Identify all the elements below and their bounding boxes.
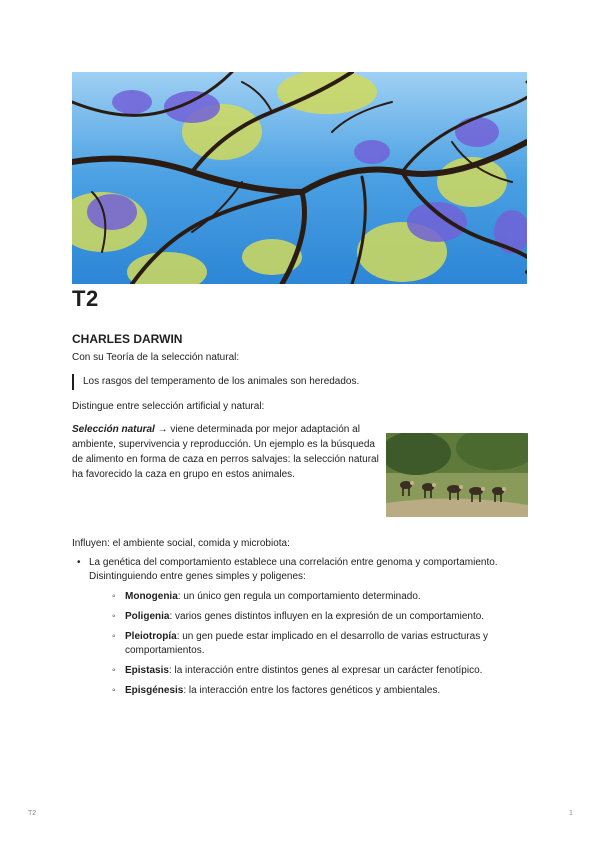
quote-block: Los rasgos del temperamento de los animales son heredados. xyxy=(72,374,359,390)
distinguish-text: Distingue entre selección artificial y natural: xyxy=(72,401,265,412)
footer-title: T2 xyxy=(28,810,37,817)
list-item xyxy=(89,664,528,678)
section-heading: CHARLES DARWIN xyxy=(72,332,183,346)
list-item xyxy=(89,590,528,604)
natural-selection-term: Selección natural xyxy=(72,424,155,435)
page-title: T2 xyxy=(72,286,99,311)
list-item xyxy=(89,684,528,698)
definition: : la interacción entre distintos genes al expresar un carácter fenotípico. xyxy=(168,665,483,676)
influence-text: Influyen: el ambiente social, comida y microbiota: xyxy=(72,538,290,549)
wild-dogs-image xyxy=(386,433,528,517)
jacaranda-tree-image xyxy=(72,72,527,284)
term-monogenia: Monogenia xyxy=(125,591,178,602)
definition: : un gen puede estar implicado en el desarrollo de varias estructuras y comportamientos. xyxy=(125,631,488,656)
natural-selection-paragraph xyxy=(72,422,388,482)
cover-image xyxy=(72,72,527,284)
intro-text: Con su Teoría de la selección natural: xyxy=(72,352,240,363)
list-item xyxy=(89,610,528,624)
definition: : varios genes distintos influyen en la expresión de un comportamiento. xyxy=(169,611,485,622)
definition: : un único gen regula un comportamiento determinado. xyxy=(177,591,421,602)
term-episgenesis: Episgénesis xyxy=(125,685,184,696)
definition: : la interacción entre los factores genéticos y ambientales. xyxy=(183,685,441,696)
list-item xyxy=(89,630,528,658)
term-pleiotropia: Pleiotropía xyxy=(125,631,177,642)
page-number: 1 xyxy=(569,810,573,817)
bullet-list xyxy=(72,556,528,704)
natural-selection-text: → viene determinada por mejor adaptación al ambiente, supervivencia y reproducción. Un ejemplo es la búsqueda de alimento en forma de caza en perros salvajes: la selección natural ha favorecido la caza en grupo en estos animales. xyxy=(72,424,379,480)
sub-list xyxy=(89,590,528,698)
term-epistasis: Epistasis xyxy=(125,665,169,676)
list-item xyxy=(72,556,528,698)
genetics-text: La genética del comportamiento establece una correlación entre genoma y comportamiento. Disintinguiendo entre genes simples y poligenes: xyxy=(89,557,498,582)
term-poligenia: Poligenia xyxy=(125,611,170,622)
